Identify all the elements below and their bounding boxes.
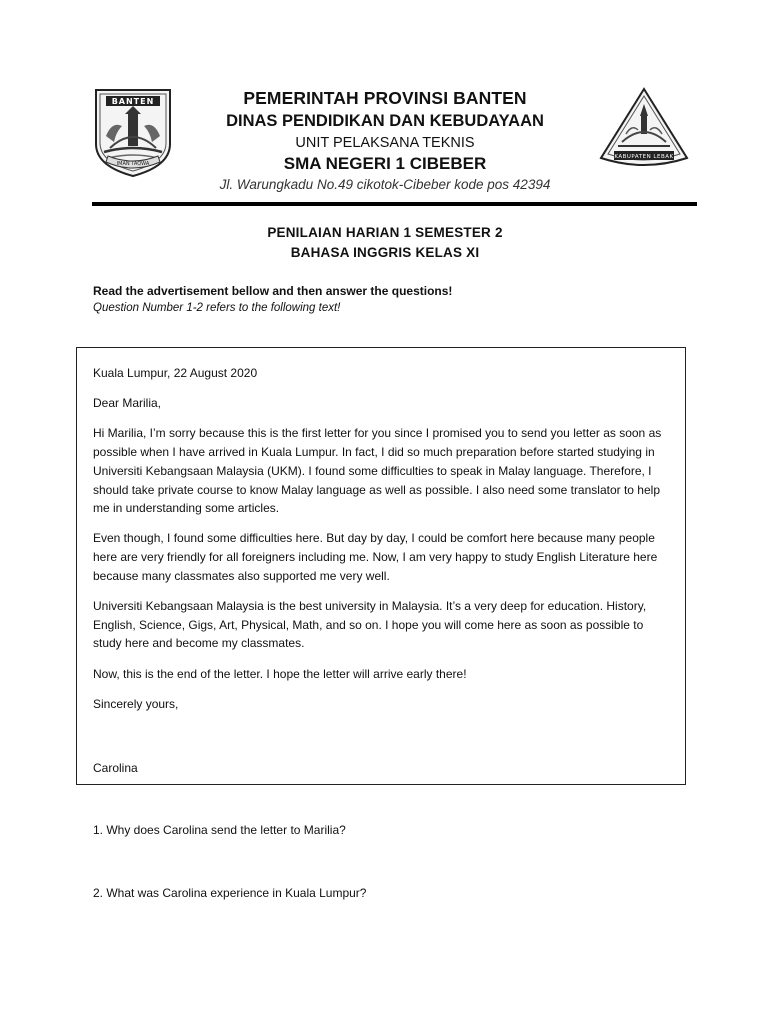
- letter-signature: Carolina: [93, 761, 138, 775]
- instruction: Read the advertisement bellow and then answer the questions!: [93, 284, 453, 298]
- letter-place-date: Kuala Lumpur, 22 August 2020: [93, 366, 258, 380]
- question-1: 1. Why does Carolina send the letter to Marilia?: [93, 823, 346, 837]
- letter-paragraph-3: Universiti Kebangsaan Malaysia is the best university in Malaysia. It’s a very deep for education. History, English, Science, Gigs, Art, Physical, Math, and so on. I hope you will come here as soon as possible to study here and become my classmates.: [93, 599, 647, 651]
- letterhead-department: DINAS PENDIDIKAN DAN KEBUDAYAAN: [226, 112, 544, 130]
- letter-paragraph-1: Hi Marilia, I’m sorry because this is the first letter for you since I promised you to send you letter as soon as possible when I have arrived in Kuala Lumpur. In fact, I did so much preparation before started studying in Universiti Kebangsaan Malaysia (UKM). I found some difficulties to speak in Malay language. Therefore, I should take private course to know Malay language as well as possible. I also need some translator to help me in understanding some articles.: [93, 426, 662, 516]
- question-2: 2. What was Carolina experience in Kuala Lumpur?: [93, 886, 367, 900]
- letter-greeting: Dear Marilia,: [93, 396, 162, 411]
- lebak-logo-bottom-text: KABUPATEN LEBAK: [614, 154, 674, 160]
- banten-logo: [92, 86, 174, 178]
- letterhead-divider: [92, 202, 697, 206]
- letter-closing: Sincerely yours,: [93, 696, 179, 711]
- letterhead-school: SMA NEGERI 1 CIBEBER: [283, 154, 487, 173]
- banten-logo-bottom-text: IMAN TAQWA: [116, 161, 150, 167]
- letter-paragraph-2: Even though, I found some difficulties here. But day by day, I could be comfort here because many people here are very friendly for all foreigners including me. Now, I am very happy to study English Literature here because many classmates also supported me very well.: [93, 531, 658, 583]
- banten-logo-top-text: BANTEN: [111, 97, 155, 106]
- letterhead-address: Jl. Warungkadu No.49 cikotok-Cibeber kode pos 42394: [219, 177, 551, 192]
- exam-title: PENILAIAN HARIAN 1 SEMESTER 2: [267, 225, 503, 240]
- lebak-logo: [598, 86, 690, 170]
- letter-body: [93, 364, 673, 725]
- instruction-sub: Question Number 1-2 refers to the following text!: [93, 302, 341, 314]
- letterhead-unit: UNIT PELAKSANA TEKNIS: [295, 135, 475, 151]
- letter-paragraph-4: Now, this is the end of the letter. I hope the letter will arrive early there!: [93, 666, 467, 681]
- exam-subtitle: BAHASA INGGRIS KELAS XI: [290, 245, 480, 260]
- letterhead-government: PEMERINTAH PROVINSI BANTEN: [243, 88, 527, 108]
- letter-box: [76, 347, 686, 785]
